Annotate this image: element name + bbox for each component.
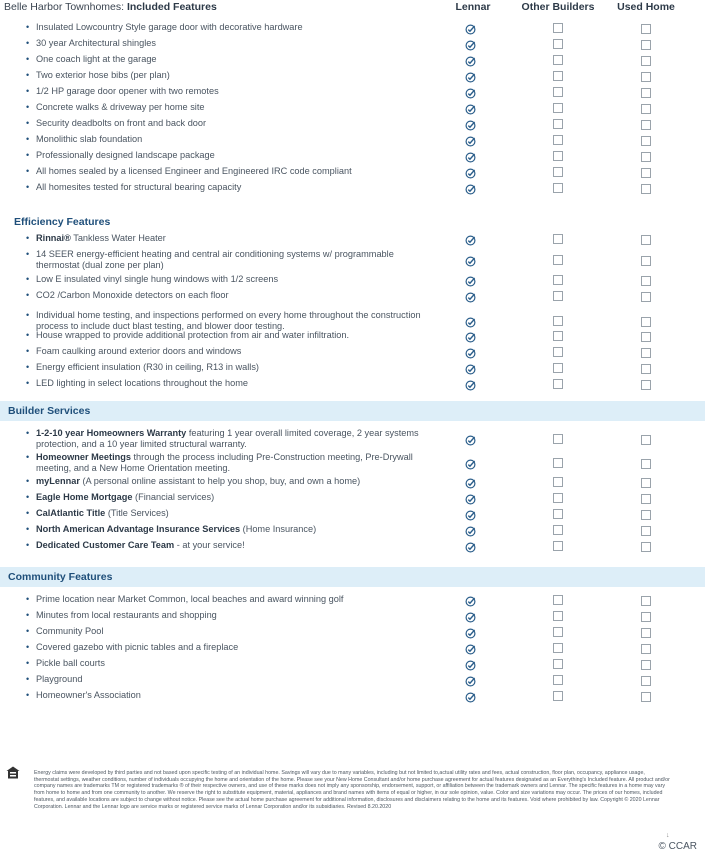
feature-description: Foam caulking around exterior doors and windows [36,346,242,356]
feature-description: Individual home testing, and inspections performed on every home throughout the construction process to include duct blast testing, and blower door testing. [36,310,421,331]
feature-text [36,492,436,503]
other-builders-checkbox [553,275,563,285]
bullet-icon: • [26,378,30,388]
other-builders-checkbox [553,347,563,357]
bullet-icon: • [26,362,30,372]
other-builders-checkbox [553,39,563,49]
scroll-arrow-icon: ↓ [666,832,670,839]
other-builders-checkbox [553,493,563,503]
feature-text [36,166,436,177]
bullet-icon: • [26,86,30,96]
bullet-icon: • [26,166,30,176]
used-home-checkbox [641,56,651,66]
feature-description: - at your service! [174,540,245,550]
other-builders-checkbox [553,643,563,653]
used-home-checkbox [641,120,651,130]
lennar-check-icon [465,642,476,653]
feature-text [36,378,436,389]
feature-text [36,233,436,244]
other-builders-checkbox [553,135,563,145]
feature-text [36,150,436,161]
bullet-icon: • [26,508,30,518]
bullet-icon: • [26,38,30,48]
column-header-used-home: Used Home [617,1,675,13]
feature-text [36,476,436,487]
feature-description: 14 SEER energy-efficient heating and central air conditioning systems w/ programmable thermostat (dual zone per plan) [36,249,394,270]
feature-text [36,428,436,450]
feature-description: Insulated Lowcountry Style garage door with decorative hardware [36,22,303,32]
used-home-checkbox [641,364,651,374]
feature-description: Community Pool [36,626,104,636]
section-band [0,401,705,421]
lennar-check-icon [465,457,476,468]
feature-description: CO2 /Carbon Monoxide detectors on each floor [36,290,229,300]
feature-text [36,118,436,129]
used-home-checkbox [641,478,651,488]
feature-description: Tankless Water Heater [70,233,166,243]
lennar-check-icon [465,626,476,637]
lennar-check-icon [465,102,476,113]
other-builders-checkbox [553,103,563,113]
feature-text [36,38,436,49]
feature-text [36,346,436,357]
lennar-check-icon [465,330,476,341]
feature-description: (Financial services) [132,492,215,502]
lennar-check-icon [465,690,476,701]
used-home-checkbox [641,152,651,162]
lennar-check-icon [465,22,476,33]
lennar-check-icon [465,658,476,669]
other-builders-checkbox [553,119,563,129]
lennar-check-icon [465,254,476,265]
used-home-checkbox [641,542,651,552]
section-title: Builder Services [8,405,91,417]
feature-text [36,249,436,271]
feature-description: Minutes from local restaurants and shopping [36,610,217,620]
feature-description: (Home Insurance) [240,524,317,534]
used-home-checkbox [641,72,651,82]
other-builders-checkbox [553,525,563,535]
lennar-check-icon [465,54,476,65]
legal-disclaimer: Energy claims were developed by third parties and not based upon specific testing of an individual home. Savings will vary due to many variables, including but not limited to,actual utility rates and fees, actual construction, floor plan, occupancy, appliance usage, thermostat settings, weather conditions, number of individuals occupying the home and orientation of the home. Please see your New Home Consultant and/or home purchase agreement for actual features designated as an Everything's Included feature. All product and/or company names are trademarks TM or registered trademarks ® of their respective owners, and use of these marks does not imply any sponsorship, endorsement, support, or affiliation between the trademark owners and Lennar. The specific features in a home may vary from home to home and from one community to another. We reserve the right to substitute equipment, material, appliances and brand names with items of equal or higher, in our sole opinion, value. Color and size variations may occur. The prices of our homes, included features, and available locations are subject to change without notice. Please see the actual home purchase agreement for additional information, disclosures and disclaimers relating to the home and its features. Void where prohibited by law. Copyright © 2020 Lennar Corporation. Lennar and the Lennar logo are service marks or registered service marks of Lennar Corporation and/or its subsidiaries. Revised 8.20.2020 [34,770,670,810]
other-builders-checkbox [553,627,563,637]
other-builders-checkbox [553,71,563,81]
feature-text [36,594,436,605]
feature-text [36,674,436,685]
bullet-icon: • [26,249,30,259]
other-builders-checkbox [553,363,563,373]
feature-text [36,658,436,669]
used-home-checkbox [641,235,651,245]
used-home-checkbox [641,24,651,34]
lennar-check-icon [465,274,476,285]
used-home-checkbox [641,596,651,606]
feature-description: Two exterior hose bibs (per plan) [36,70,170,80]
used-home-checkbox [641,526,651,536]
bullet-icon: • [26,452,30,462]
lennar-check-icon [465,290,476,301]
used-home-checkbox [641,276,651,286]
feature-description: Pickle ball courts [36,658,105,668]
used-home-checkbox [641,459,651,469]
section-band [0,567,705,587]
feature-description: One coach light at the garage [36,54,157,64]
feature-text [36,508,436,519]
feature-text [36,274,436,285]
feature-text [36,70,436,81]
feature-bold-text: CalAtlantic Title [36,508,106,518]
bullet-icon: • [26,642,30,652]
lennar-check-icon [465,476,476,487]
lennar-check-icon [465,233,476,244]
other-builders-checkbox [553,23,563,33]
bullet-icon: • [26,22,30,32]
bullet-icon: • [26,428,30,438]
feature-text [36,524,436,535]
column-header-lennar: Lennar [455,1,491,13]
feature-description: House wrapped to provide additional protection from air and water infiltration. [36,330,350,340]
other-builders-checkbox [553,675,563,685]
used-home-checkbox [641,168,651,178]
other-builders-checkbox [553,477,563,487]
other-builders-checkbox [553,183,563,193]
lennar-check-icon [465,594,476,605]
bullet-icon: • [26,346,30,356]
feature-description: 1/2 HP garage door opener with two remotes [36,86,219,96]
used-home-checkbox [641,292,651,302]
other-builders-checkbox [553,458,563,468]
bullet-icon: • [26,610,30,620]
bullet-icon: • [26,690,30,700]
used-home-checkbox [641,676,651,686]
section-title: Community Features [8,571,113,583]
feature-bold-text: North American Advantage Insurance Services [36,524,241,534]
lennar-check-icon [465,524,476,535]
feature-text [36,102,436,113]
used-home-checkbox [641,88,651,98]
bullet-icon: • [26,594,30,604]
feature-text [36,330,436,341]
feature-description: All homes sealed by a licensed Engineer and Engineered IRC code compliant [36,166,352,176]
lennar-check-icon [465,182,476,193]
lennar-check-icon [465,674,476,685]
lennar-check-icon [465,610,476,621]
feature-bold-text: 1-2-10 year Homeowners Warranty [36,428,187,438]
used-home-checkbox [641,256,651,266]
lennar-check-icon [465,118,476,129]
lennar-check-icon [465,540,476,551]
bullet-icon: • [26,492,30,502]
feature-text [36,310,436,332]
other-builders-checkbox [553,611,563,621]
used-home-checkbox [641,494,651,504]
used-home-checkbox [641,317,651,327]
other-builders-checkbox [553,509,563,519]
feature-text [36,54,436,65]
used-home-checkbox [641,104,651,114]
lennar-check-icon [465,492,476,503]
feature-text [36,362,436,373]
used-home-checkbox [641,184,651,194]
bullet-icon: • [26,118,30,128]
other-builders-checkbox [553,167,563,177]
bullet-icon: • [26,150,30,160]
page-title: Belle Harbor Townhomes: Included Features [4,1,217,13]
used-home-checkbox [641,628,651,638]
watermark: © CCAR [658,841,697,852]
feature-text [36,626,436,637]
bullet-icon: • [26,310,30,320]
feature-description: Prime location near Market Common, local beaches and award winning golf [36,594,344,604]
bullet-icon: • [26,102,30,112]
used-home-checkbox [641,435,651,445]
feature-description: Covered gazebo with picnic tables and a fireplace [36,642,239,652]
other-builders-checkbox [553,87,563,97]
feature-description: 30 year Architectural shingles [36,38,157,48]
feature-text [36,290,436,301]
used-home-checkbox [641,40,651,50]
bullet-icon: • [26,674,30,684]
bullet-icon: • [26,134,30,144]
bullet-icon: • [26,476,30,486]
used-home-checkbox [641,692,651,702]
feature-description: featuring 1 year overall limited coverage, 2 year systems protection, and a 10 year limited structural warranty. [36,428,419,449]
other-builders-checkbox [553,434,563,444]
column-header-other-builders: Other Builders [521,1,595,13]
feature-description: Playground [36,674,83,684]
equal-housing-opportunity-icon [6,766,20,779]
feature-text [36,22,436,33]
section-title: Efficiency Features [14,216,111,228]
used-home-checkbox [641,660,651,670]
bullet-icon: • [26,290,30,300]
feature-description: Energy efficient insulation (R30 in ceiling, R13 in walls) [36,362,259,372]
lennar-check-icon [465,166,476,177]
feature-bold-text: Rinnai® [36,233,71,243]
other-builders-checkbox [553,55,563,65]
feature-description: Professionally designed landscape package [36,150,215,160]
used-home-checkbox [641,332,651,342]
other-builders-checkbox [553,541,563,551]
feature-text [36,690,436,701]
bullet-icon: • [26,70,30,80]
lennar-check-icon [465,38,476,49]
bullet-icon: • [26,54,30,64]
feature-bold-text: myLennar [36,476,80,486]
lennar-check-icon [465,346,476,357]
lennar-check-icon [465,70,476,81]
feature-description: Monolithic slab foundation [36,134,143,144]
feature-bold-text: Eagle Home Mortgage [36,492,133,502]
used-home-checkbox [641,348,651,358]
lennar-check-icon [465,315,476,326]
lennar-check-icon [465,134,476,145]
feature-bold-text: Dedicated Customer Care Team [36,540,175,550]
feature-description: Homeowner's Association [36,690,141,700]
other-builders-checkbox [553,291,563,301]
used-home-checkbox [641,380,651,390]
feature-bold-text: Homeowner Meetings [36,452,131,462]
other-builders-checkbox [553,379,563,389]
feature-text [36,610,436,621]
feature-description: Security deadbolts on front and back door [36,118,207,128]
feature-description: Concrete walks & driveway per home site [36,102,205,112]
feature-text [36,452,436,474]
other-builders-checkbox [553,331,563,341]
lennar-check-icon [465,378,476,389]
feature-text [36,540,436,551]
feature-description: LED lighting in select locations throughout the home [36,378,248,388]
bullet-icon: • [26,330,30,340]
bullet-icon: • [26,524,30,534]
lennar-check-icon [465,86,476,97]
lennar-check-icon [465,433,476,444]
bullet-icon: • [26,626,30,636]
table-header [0,0,705,16]
bullet-icon: • [26,658,30,668]
feature-text [36,182,436,193]
other-builders-checkbox [553,255,563,265]
bullet-icon: • [26,274,30,284]
used-home-checkbox [641,136,651,146]
used-home-checkbox [641,612,651,622]
bullet-icon: • [26,540,30,550]
feature-description: Low E insulated vinyl single hung windows with 1/2 screens [36,274,279,284]
bullet-icon: • [26,182,30,192]
feature-text [36,134,436,145]
other-builders-checkbox [553,595,563,605]
other-builders-checkbox [553,234,563,244]
other-builders-checkbox [553,691,563,701]
feature-text [36,86,436,97]
feature-description: All homesites tested for structural bearing capacity [36,182,242,192]
other-builders-checkbox [553,659,563,669]
used-home-checkbox [641,644,651,654]
other-builders-checkbox [553,316,563,326]
feature-description: through the process including Pre-Construction meeting, Pre-Drywall meeting, and a New Home Orientation meeting. [36,452,413,473]
bullet-icon: • [26,233,30,243]
used-home-checkbox [641,510,651,520]
feature-description: (A personal online assistant to help you shop, buy, and own a home) [79,476,361,486]
lennar-check-icon [465,362,476,373]
lennar-check-icon [465,150,476,161]
other-builders-checkbox [553,151,563,161]
feature-text [36,642,436,653]
lennar-check-icon [465,508,476,519]
feature-description: (Title Services) [105,508,169,518]
